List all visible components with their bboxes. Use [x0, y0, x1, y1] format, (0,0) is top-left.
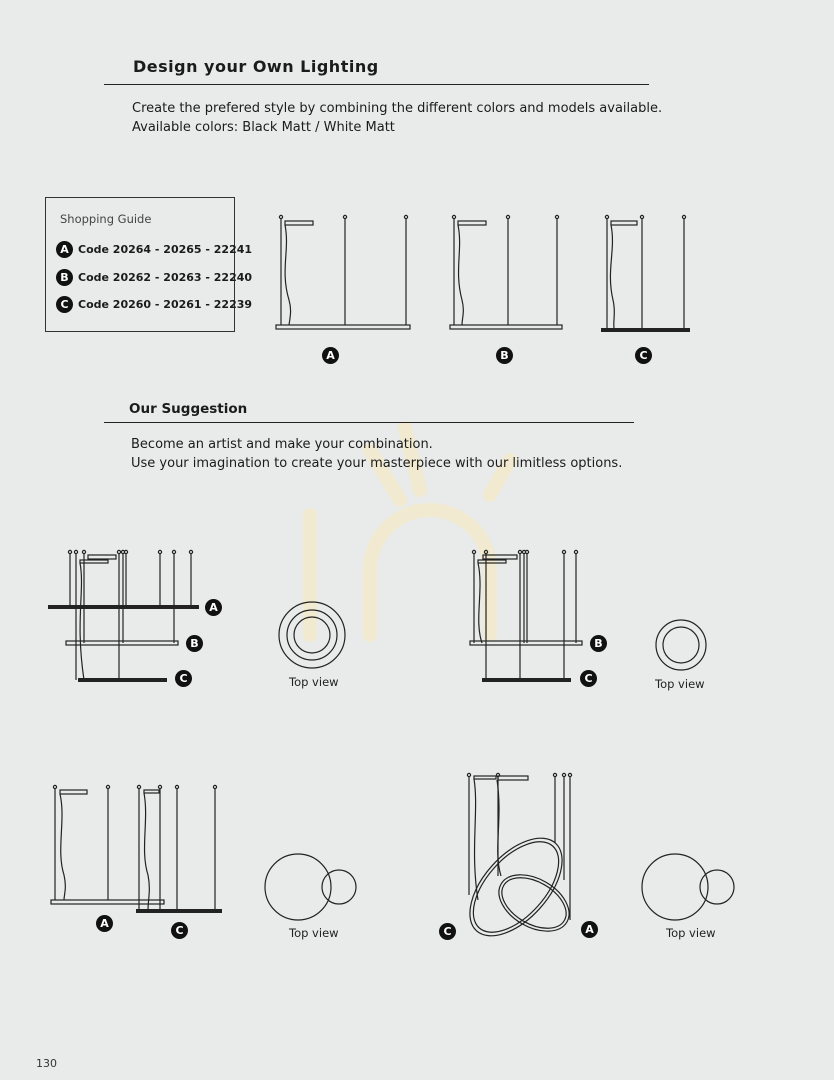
guide-code-c: Code 20260 - 20261 - 22239	[78, 298, 253, 311]
combo-2-drawing	[470, 550, 706, 680]
suggestion-line-1: Become an artist and make your combination.	[131, 437, 433, 452]
combo-3-badge-c: C	[171, 922, 188, 939]
combo-1-badge-a: A	[205, 599, 222, 616]
model-b-badge: B	[496, 347, 513, 364]
guide-code-b: Code 20262 - 20263 - 22240	[78, 271, 253, 284]
intro-line-2: Available colors: Black Matt / White Matt	[132, 120, 395, 135]
suggestion-line-2: Use your imagination to create your masterpiece with our limitless options.	[131, 456, 623, 471]
lamp-model-b-drawing	[450, 215, 562, 329]
guide-code-a: Code 20264 - 20265 - 22241	[78, 243, 253, 256]
combo-4-badge-a: A	[581, 921, 598, 938]
model-a-badge: A	[322, 347, 339, 364]
intro-line-1: Create the prefered style by combining the different colors and models available.	[132, 101, 663, 116]
model-c-badge: C	[635, 347, 652, 364]
combo-3-top-view-label: Top view	[289, 926, 339, 940]
badge-b: B	[56, 269, 73, 286]
combo-1-drawing	[66, 550, 345, 680]
shopping-guide-title: Shopping Guide	[60, 212, 152, 226]
lamp-model-a-drawing	[276, 215, 410, 329]
combo-3-drawing	[51, 785, 356, 920]
badge-a: A	[56, 241, 73, 258]
combo-4-badge-c: C	[439, 923, 456, 940]
suggestion-rule	[104, 422, 634, 423]
combo-3-badge-a: A	[96, 915, 113, 932]
section-title: Design your Own Lighting	[133, 57, 379, 76]
combo-2-badge-c: C	[580, 670, 597, 687]
combo-2-badge-b: B	[590, 635, 607, 652]
lamp-model-c-drawing	[605, 215, 685, 328]
combo-1-top-view-label: Top view	[289, 675, 339, 689]
suggestion-text	[131, 435, 622, 473]
combo-2-top-view-label: Top view	[655, 677, 705, 691]
suggestion-title: Our Suggestion	[129, 401, 248, 417]
page-number: 130	[36, 1057, 57, 1070]
combo-1-badge-b: B	[186, 635, 203, 652]
combo-4-top-view-label: Top view	[666, 926, 716, 940]
combo-1-badge-c: C	[175, 670, 192, 687]
badge-c: C	[56, 296, 73, 313]
